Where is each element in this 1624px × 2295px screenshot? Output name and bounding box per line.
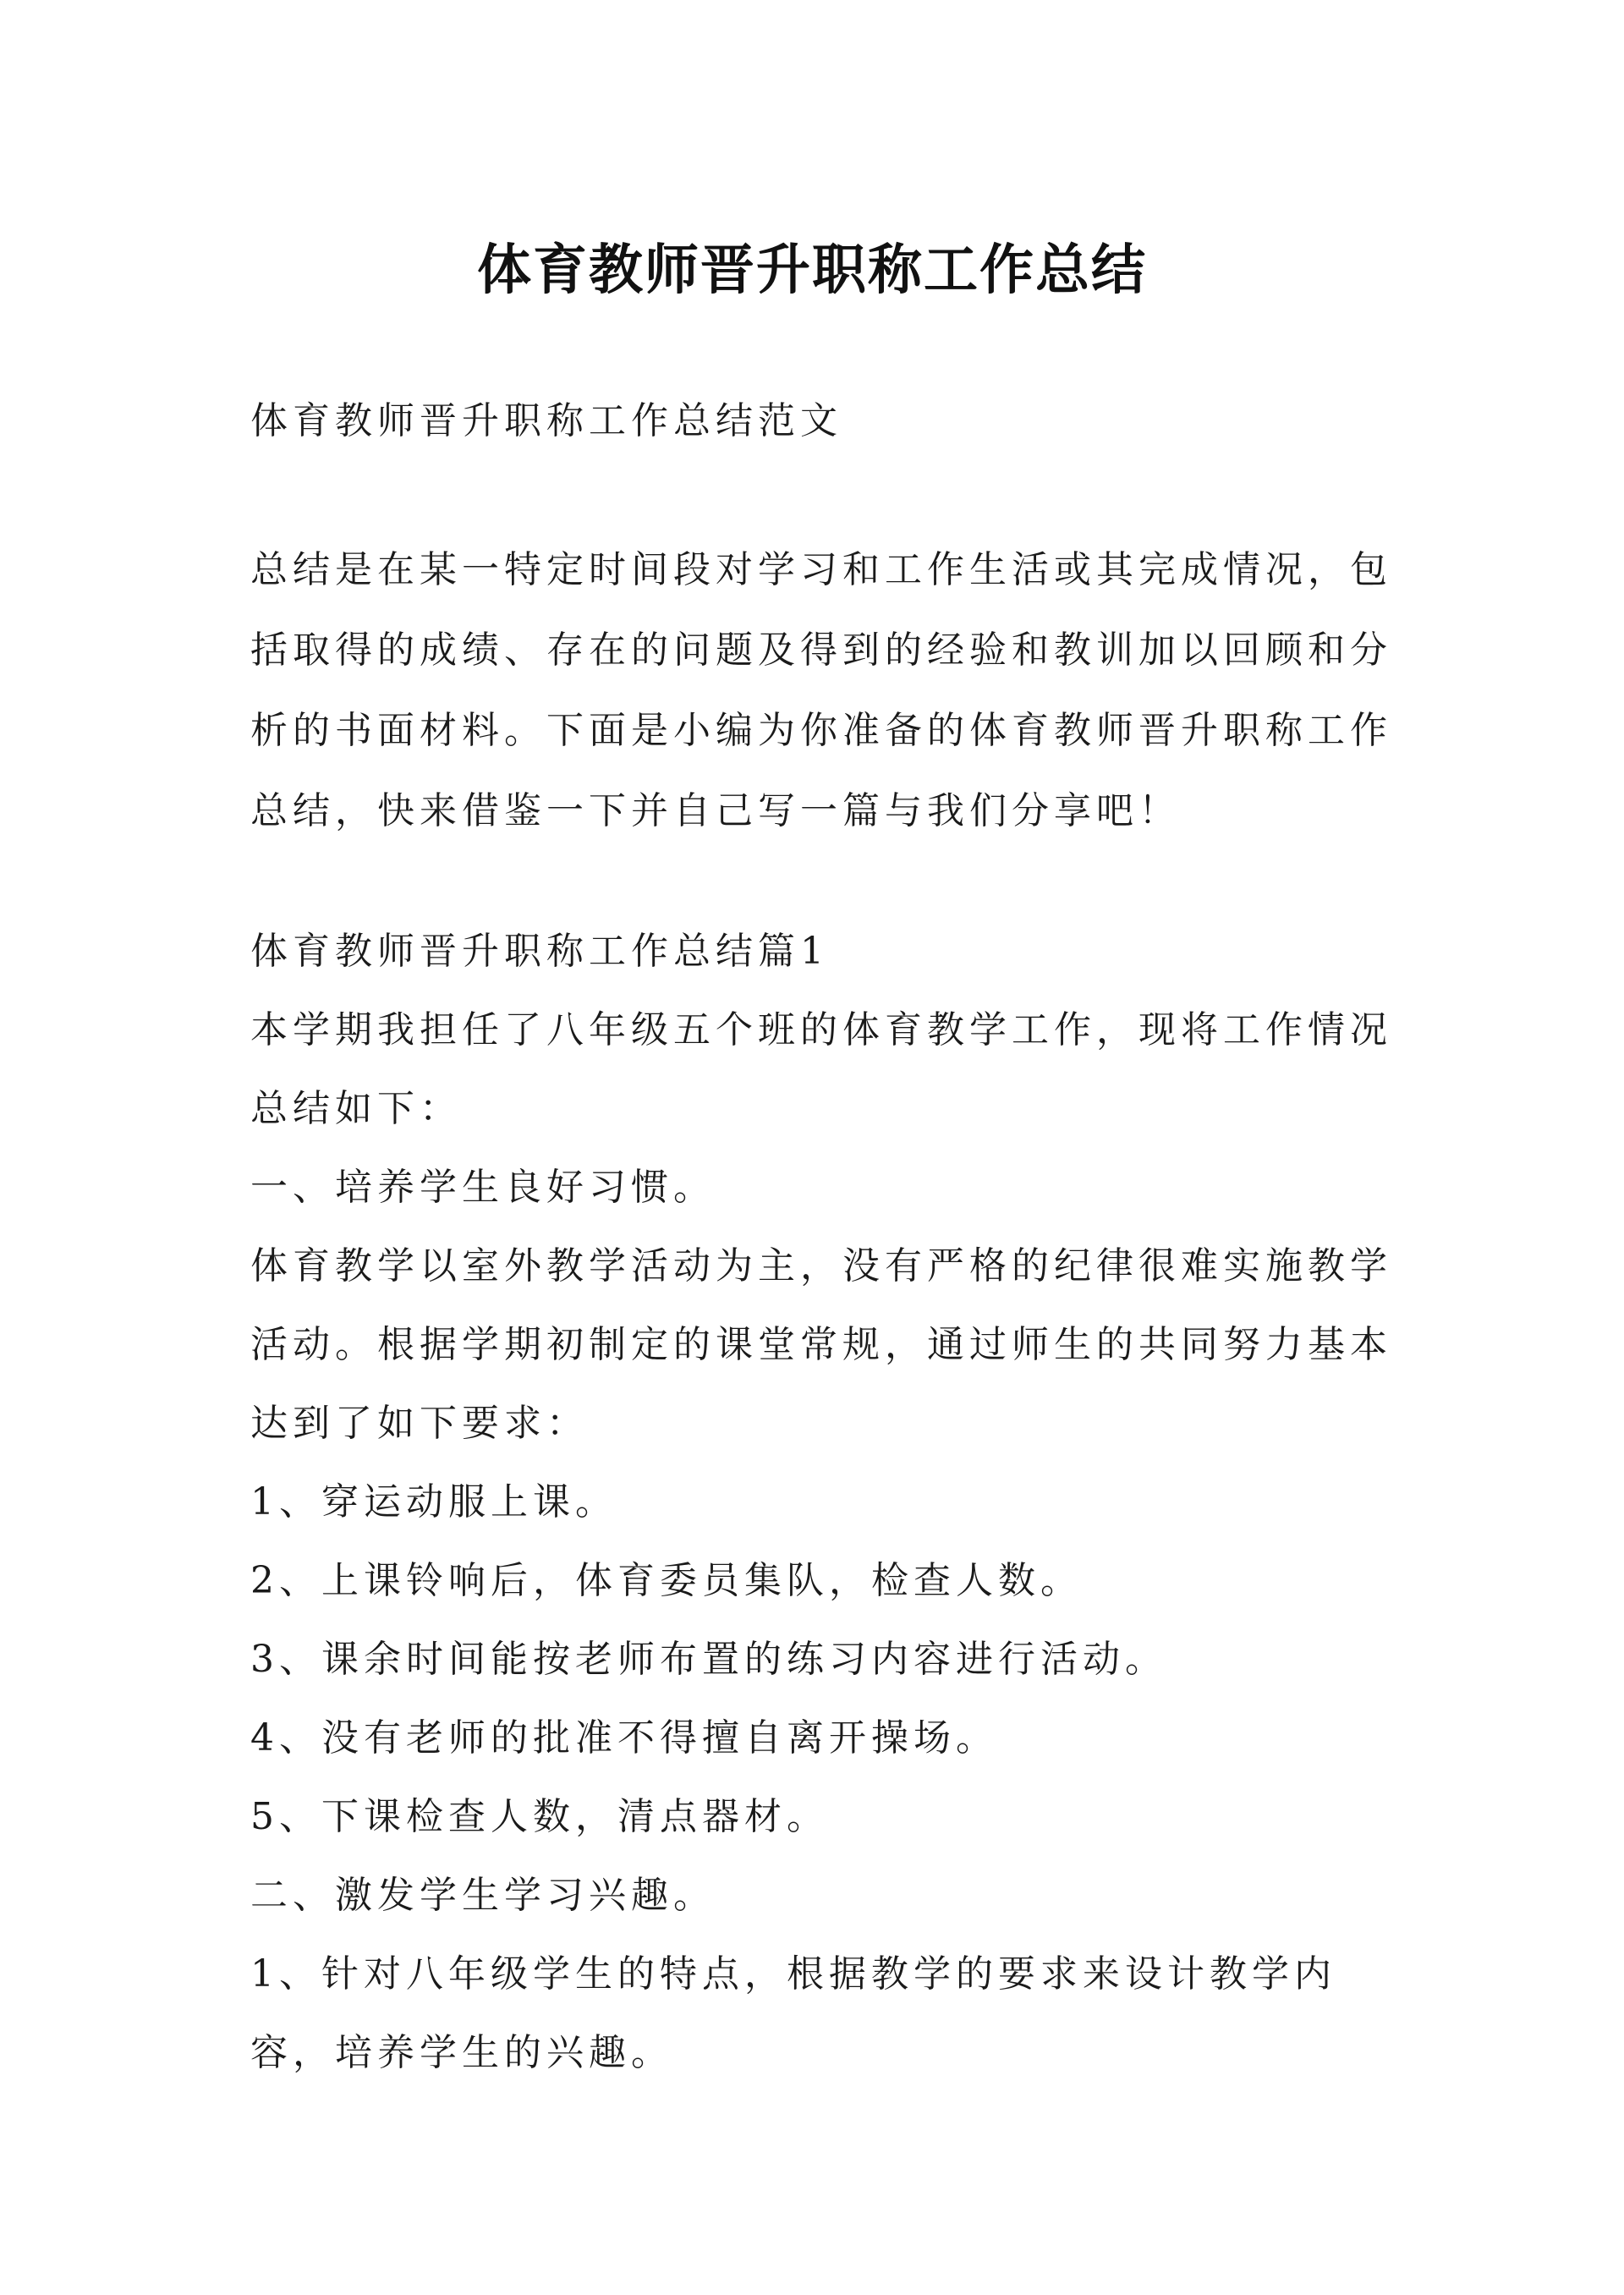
paragraph: 体育教学以室外教学活动为主，没有严格的纪律很难实施教学活动。根据学期初制定的课堂常规，通过师生的共同努力基本达到了如下要求： [250,1244,1392,1445]
list-item: 3、课余时间能按老师布置的练习内容进行活动。 [250,1638,1167,1681]
document-subtitle [250,379,1401,464]
list-item: 5、下课检查人数，清点器材。 [250,1795,829,1838]
list-item: 2、上课铃响后，体育委员集队，检查人数。 [250,1559,1083,1602]
document-title: 体育教师晋升职称工作总结 [477,239,1147,302]
main-content [250,912,1401,2092]
list-item: 1、针对八年级学生的特点，根据教学的要求来设计教学内容，培养学生的兴趣。 [250,1952,1336,2074]
intro-text: 总结是在某一特定时间段对学习和工作生活或其完成情况，包括取得的成绩、存在的问题及得到的经验和教训加以回顾和分析的书面材料。下面是小编为你准备的体育教师晋升职称工作总结，快来借鉴一下并自己写一篇与我们分享吧！ [250,548,1392,832]
list-item: 4、没有老师的批准不得擅自离开操场。 [250,1716,998,1760]
section-heading: 一、培养学生良好习惯。 [250,1166,716,1209]
list-item: 1、穿运动服上课。 [250,1480,617,1524]
paragraph: 本学期我担任了八年级五个班的体育教学工作，现将工作情况总结如下： [250,1008,1392,1130]
subtitle-text: 体育教师晋升职称工作总结范文 [250,399,842,442]
intro-paragraph [250,530,1401,851]
section-heading: 二、激发学生学习兴趣。 [250,1874,716,1917]
section-heading: 体育教师晋升职称工作总结篇1 [250,930,829,973]
